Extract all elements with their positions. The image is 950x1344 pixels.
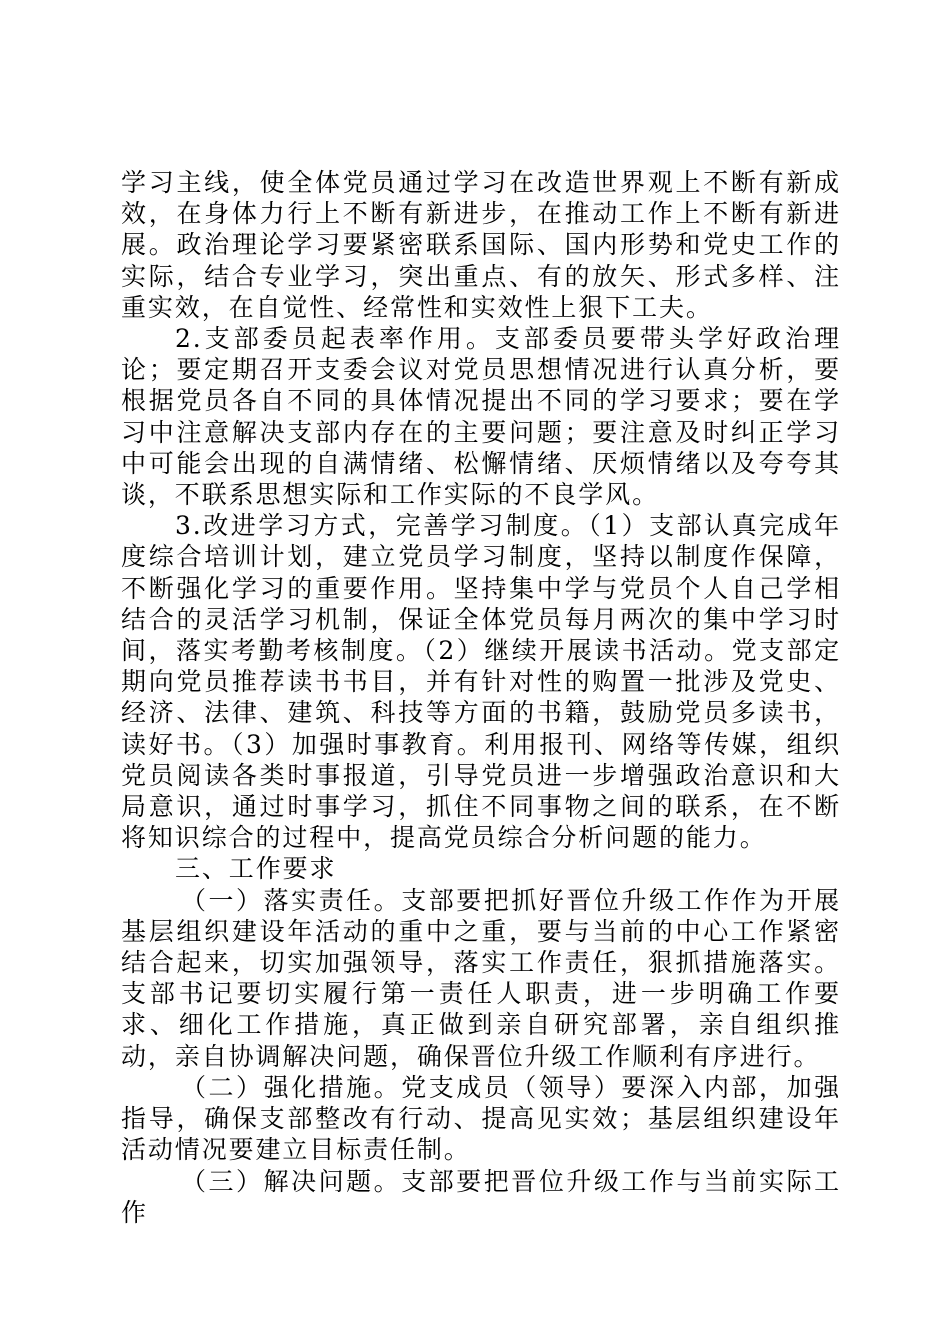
document-body (121, 167, 841, 1228)
paragraph-committee-role: 2.支部委员起表率作用。支部委员要带头学好政治理论；要定期召开支委会议对党员思想情况进行认真分析，要根据党员各自不同的具体情况提出不同的学习要求；要在学习中注意解决支部内存在的主要问题；要注意及时纠正学习中可能会出现的自满情绪、松懈情绪、厌烦情绪以及夸夸其谈，不联系思想实际和工作实际的不良学风。 (121, 324, 841, 510)
paragraph-study-method: 3.改进学习方式，完善学习制度。（1）支部认真完成年度综合培训计划，建立党员学习制度，坚持以制度作保障，不断强化学习的重要作用。坚持集中学与党员个人自己学相结合的灵活学习机制，保证全体党员每月两次的集中学习时间，落实考勤考核制度。（2）继续开展读书活动。党支部定期向党员推荐读书书目，并有针对性的购置一批涉及党史、经济、法律、建筑、科技等方面的书籍，鼓励党员多读书，读好书。（3）加强时事教育。利用报刊、网络等传媒，组织党员阅读各类时事报道，引导党员进一步增强政治意识和大局意识，通过时事学习，抓住不同事物之间的联系，在不断将知识综合的过程中，提高党员综合分析问题的能力。 (121, 511, 841, 853)
paragraph-strengthen-measures: （二）强化措施。党支成员（领导）要深入内部，加强指导，确保支部整改有行动、提高见实效；基层组织建设年活动情况要建立目标责任制。 (121, 1072, 841, 1165)
paragraph-implement-responsibility: （一）落实责任。支部要把抓好晋位升级工作作为开展基层组织建设年活动的重中之重，要与当前的中心工作紧密结合起来，切实加强领导，落实工作责任，狠抓措施落实。支部书记要切实履行第一责任人职责，进一步明确工作要求、细化工作措施，真正做到亲自研究部署，亲自组织推动，亲自协调解决问题，确保晋位升级工作顺利有序进行。 (121, 885, 841, 1071)
section-heading-work-requirements: 三、工作要求 (175, 854, 337, 884)
paragraph-solve-problems: （三）解决问题。支部要把晋位升级工作与当前实际工作 (121, 1166, 841, 1227)
paragraph-study-mainline: 学习主线，使全体党员通过学习在改造世界观上不断有新成效，在身体力行上不断有新进步，在推动工作上不断有新进展。政治理论学习要紧密联系国际、国内形势和党史工作的实际，结合专业学习，突出重点、有的放矢、形式多样、注重实效，在自觉性、经常性和实效性上狠下工夫。 (121, 168, 841, 322)
